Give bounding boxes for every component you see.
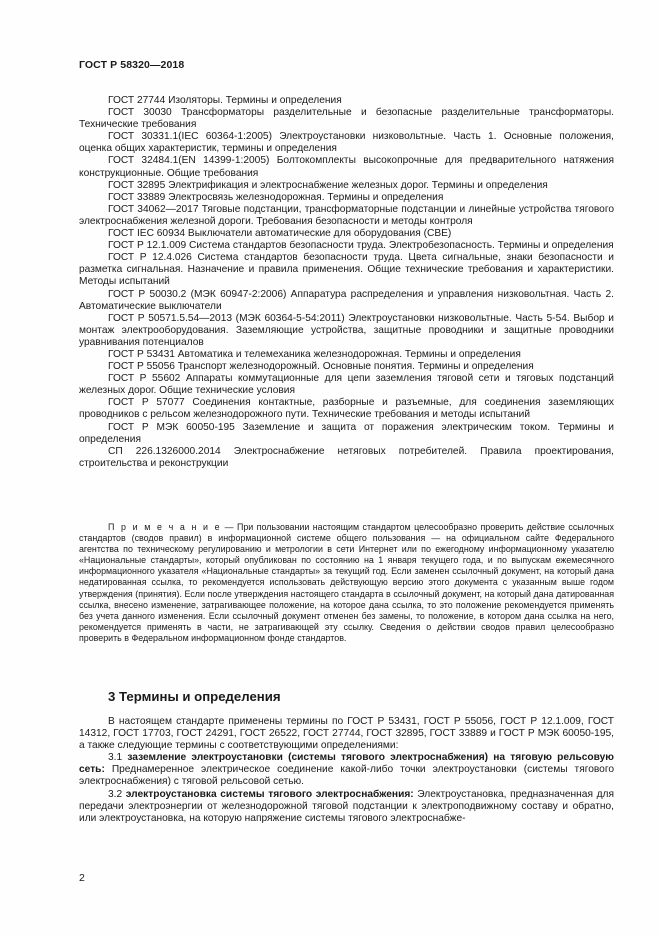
reference-item: ГОСТ Р 50030.2 (МЭК 60947-2:2006) Аппаратура распределения и управления низковольтная. Часть 2. Автоматические выключатели xyxy=(79,288,614,312)
reference-item: ГОСТ IEC 60934 Выключатели автоматические для оборудования (CBE) xyxy=(108,228,452,240)
section-title: 3 Термины и определения xyxy=(108,689,281,704)
reference-item: ГОСТ 30030 Трансформаторы разделительные и безопасные разделительные трансформаторы. Технические требования xyxy=(79,107,614,131)
term-definition: Преднамеренное электрическое соединение какой-либо точки электроустановки (системы тягового электроснабжения) с тяговой рельсовой сетью. xyxy=(79,764,614,788)
term-entry xyxy=(79,752,614,788)
note-text: — При пользовании настоящим стандартом целесообразно проверить действие ссылочных стандартов (сводов правил) в информационной системе общего пользования — на официальном сайте Федерального агентства по техническому регулированию и метрологии в сети Интернет или по ежегодному информационному указателю «Национальные стандарты», который опубликован по состоянию на 1 января текущего года, и по выпускам ежемесячного информационного указателя «Национальные стандарты» за текущий год. Если заменен ссылочный документ, на который дана недатированная ссылка, то рекомендуется использовать действующую версию этого документа с указанным выше годом утверждения (принятия). Если после утверждения настоящего стандарта в ссылочный документ, на который дана датированная ссылка, внесено изменение, затрагивающее положение, на которое дана ссылка, то это положение рекомендуется применять без учета данного изменения. Если ссылочный документ отменен без замены, то положение, в котором дана ссылка на него, рекомендуется применять в части, не затрагивающей эту ссылку. Сведения о действии сводов правил целесообразно проверить в Федеральном информационном фонде стандартов. xyxy=(79,522,614,643)
reference-item: ГОСТ Р 55056 Транспорт железнодорожный. Основные понятия. Термины и определения xyxy=(108,361,534,373)
reference-item: ГОСТ Р 55602 Аппараты коммутационные для цепи заземления тяговой сети и тяговых подстанций железных дорог. Общие технические условия xyxy=(79,373,614,397)
reference-item: ГОСТ Р МЭК 60050-195 Заземление и защита от поражения электрическим током. Термины и определения xyxy=(79,421,614,445)
reference-item: ГОСТ 32484.1(EN 14399-1:2005) Болтокомплекты высокопрочные для предварительного натяжения конструкционные. Общие требования xyxy=(79,155,614,179)
references-note xyxy=(79,522,614,644)
page-number: 2 xyxy=(79,872,85,884)
term-definition: Электроустановка, предназначенная для передачи электроэнергии от железнодорожной тяговой подстанции к электроподвижному составу и обратно, или электроустановка, на которую напряжение системы тягового электроснабже- xyxy=(79,788,614,824)
note-label: П р и м е ч а н и е xyxy=(108,522,222,532)
reference-item: ГОСТ Р 57077 Соединения контактные, разборные и разъемные, для соединения заземляющих проводников с рельсом железнодорожного пути. Технические требования и методы испытаний xyxy=(79,397,614,421)
term-entry xyxy=(79,789,614,825)
reference-item: ГОСТ 34062—2017 Тяговые подстанции, трансформаторные подстанции и линейные устройства тягового электроснабжения железной дороги. Требования безопасности и методы контроля xyxy=(79,203,614,227)
term-number: 3.2 xyxy=(108,788,123,800)
document-header-code: ГОСТ Р 58320—2018 xyxy=(79,59,185,71)
reference-item: СП 226.1326000.2014 Электроснабжение нетяговых потребителей. Правила проектирования, строительства и реконструкции xyxy=(79,445,614,469)
term-number: 3.1 xyxy=(108,752,123,764)
normative-references-list xyxy=(79,95,614,470)
reference-item: ГОСТ Р 12.1.009 Система стандартов безопасности труда. Электробезопасность. Термины и определения xyxy=(108,240,614,252)
reference-item: ГОСТ 27744 Изоляторы. Термины и определения xyxy=(108,95,342,106)
term-name: заземление электроустановки (системы тягового электроснабжения) на тяговую рельсовую сеть: xyxy=(79,752,614,776)
reference-item: ГОСТ 32895 Электрификация и электроснабжение железных дорог. Термины и определения xyxy=(108,179,548,191)
reference-item: ГОСТ 33889 Электросвязь железнодорожная. Термины и определения xyxy=(108,191,444,203)
section-body xyxy=(79,716,614,825)
reference-item: ГОСТ Р 50571.5.54—2013 (МЭК 60364-5-54:2011) Электроустановки низковольтные. Часть 5-54. Выбор и монтаж электрооборудования. Заземляющие устройства, защитные проводники и защитные проводники уравнивания потенциалов xyxy=(79,312,614,348)
reference-item: ГОСТ 30331.1(IEC 60364-1:2005) Электроустановки низковольтные. Часть 1. Основные положения, оценка общих характеристик, термины и определения xyxy=(79,131,614,155)
section-intro: В настоящем стандарте применены термины по ГОСТ Р 53431, ГОСТ Р 55056, ГОСТ Р 12.1.009, ГОСТ 14312, ГОСТ 17703, ГОСТ 24291, ГОСТ 26522, ГОСТ 27744, ГОСТ 32895, ГОСТ 33889 и ГОСТ Р МЭК 60050-195, а также следующие термины с соответствующими определениями: xyxy=(79,716,614,752)
reference-item: ГОСТ Р 12.4.026 Система стандартов безопасности труда. Цвета сигнальные, знаки безопасности и разметка сигнальная. Назначение и правила применения. Общие технические требования и характеристики. Методы испытаний xyxy=(79,252,614,288)
reference-item: ГОСТ Р 53431 Автоматика и телемеханика железнодорожная. Термины и определения xyxy=(108,348,521,360)
term-name: электроустановка системы тягового электроснабжения: xyxy=(125,788,414,800)
